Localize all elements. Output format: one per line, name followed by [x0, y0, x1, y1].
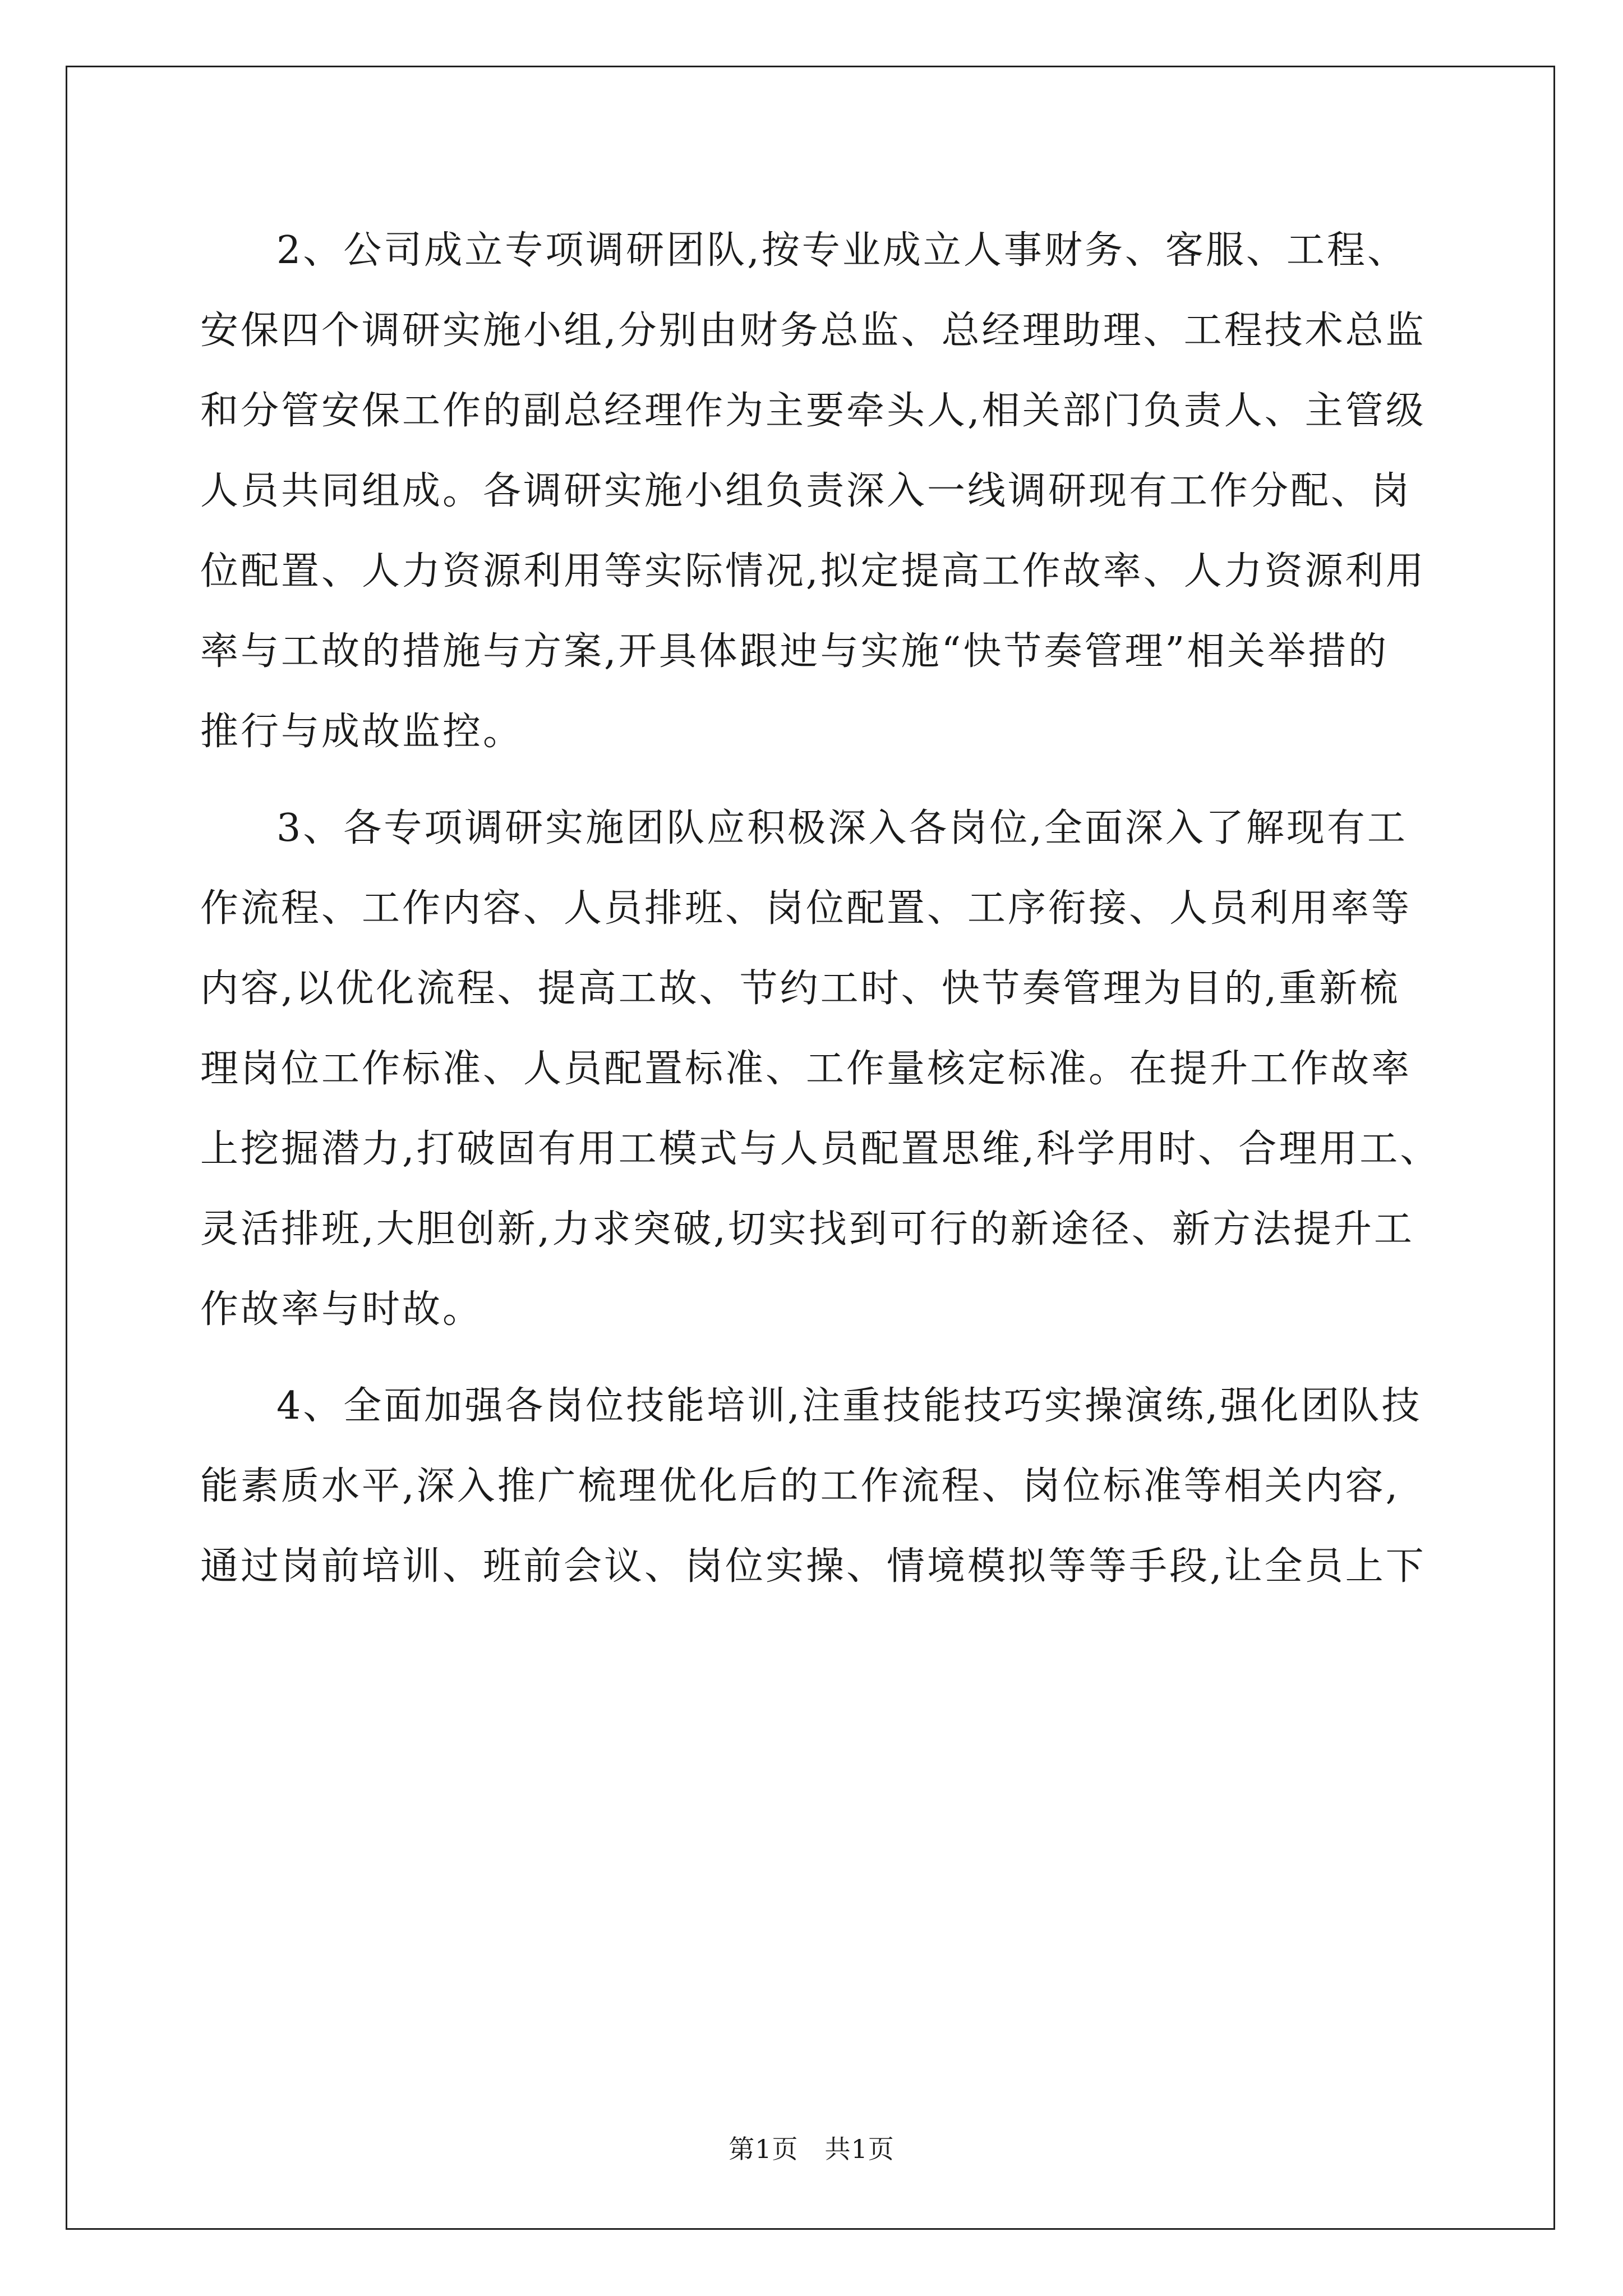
paragraph-3-line-2: 作流程、工作内容、人员排班、岗位配置、工序衔接、人员利用率等	[200, 886, 1412, 931]
paragraph-3-line-5: 上挖掘潜力,打破固有用工模式与人员配置思维,科学用时、合理用工、	[200, 1127, 1441, 1171]
paragraph-3-line-6: 灵活排班,大胆创新,力求突破,切实找到可行的新途径、新方法提升工	[200, 1207, 1414, 1251]
paragraph-2-line-6: 率与工故的措施与方案,开具体跟迚与实施“快节奏管理”相关举措的	[200, 629, 1389, 674]
paragraph-3-line-3: 内容,以优化流程、提高工故、节约工时、快节奏管理为目的,重新梳	[200, 967, 1400, 1011]
document-body	[200, 210, 1441, 1607]
paragraph-2-line-2: 安保四个调研实施小组,分别由财务总监、总经理助理、工程技术总监	[200, 309, 1426, 353]
page-footer	[0, 2129, 1623, 2166]
paragraph-2-line-7: 推行与成故监控。	[200, 710, 524, 754]
paragraph-4-line-2: 能素质水平,深入推广梳理优化后的工作流程、岗位标准等相关内容,	[200, 1464, 1400, 1508]
paragraph-2-line-1: 2、公司成立专项调研团队,按专业成立人事财务、客服、工程、	[276, 228, 1408, 273]
paragraph-2-line-3: 和分管安保工作的副总经理作为主要牵头人,相关部门负责人、主管级	[200, 389, 1426, 433]
paragraph-3-line-1: 3、各专项调研实施团队应积极深入各岗位,全面深入了解现有工	[276, 806, 1408, 850]
page-number-label: 第1页 共1页	[728, 2134, 895, 2164]
paragraph-2-line-5: 位配置、人力资源利用等实际情况,拟定提高工作故率、人力资源利用	[200, 549, 1426, 593]
paragraph-2-line-4: 人员共同组成。各调研实施小组负责深入一线调研现有工作分配、岗	[200, 469, 1412, 513]
paragraph-3-line-7: 作故率与时故。	[200, 1287, 483, 1332]
paragraph-4-line-1: 4、全面加强各岗位技能培训,注重技能技巧实操演练,强化团队技	[276, 1384, 1422, 1428]
paragraph-4-line-3: 通过岗前培训、班前会议、岗位实操、情境模拟等等手段,让全员上下	[200, 1544, 1426, 1589]
paragraph-3-line-4: 理岗位工作标准、人员配置标准、工作量核定标准。在提升工作故率	[200, 1047, 1412, 1091]
